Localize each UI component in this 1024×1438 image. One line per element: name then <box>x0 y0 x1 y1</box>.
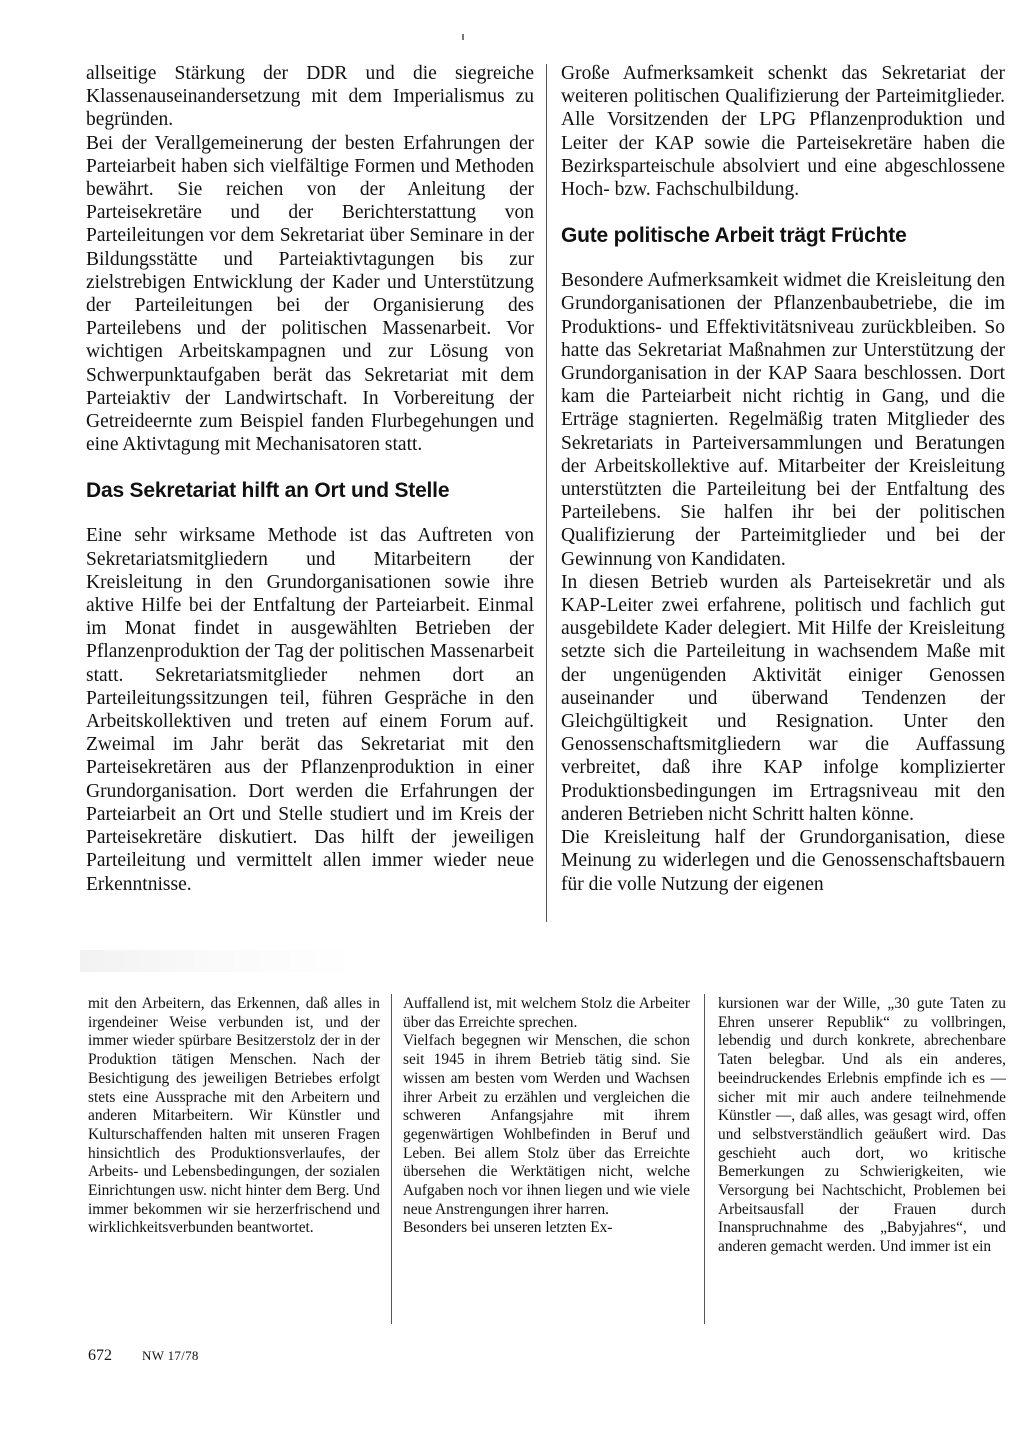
page-number: 672 <box>88 1347 112 1364</box>
paragraph: Vielfach begegnen wir Menschen, die schon seit 1945 in ihrem Betrieb tätig sind. Sie wissen am besten vom Werden und Wachsen ihrer Arbeit zu erzählen und vergleichen die schweren Anfangsjahre mit ihrem gegenwärtigen Wohlbefinden in Beruf und Leben. Bei allem Stolz über das Erreichte übersehen die Werktätigen nicht, welche Aufgaben noch vor ihnen liegen und wie viele neue Anstrengungen ihrer harren. <box>403 1032 690 1218</box>
column-divider <box>391 994 392 1324</box>
paragraph: Besonders bei unseren letzten Ex- <box>403 1219 613 1237</box>
paragraph: Bei der Verallgemeinerung der besten Erfahrungen der Parteiarbeit haben sich vielfältige Formen und Methoden bewährt. Sie reichen von der Anleitung der Parteisekretäre und der Berichterstattung von Parteileitungen vor dem Sekretariat über Seminare in der Bildungsstätte und Parteiaktivtagungen bis zur zielstrebigen Entwicklung der Kader und Unterstützung der Parteileitungen bei der Organisierung des Parteilebens und der politischen Massenarbeit. Vor wichtigen Arbeitskampagnen und zur Lösung von Schwerpunktaufgaben berät das Sekretariat mit dem Parteiaktiv der Landwirtschaft. In Vorbereitung der Getreideernte zum Beispiel fanden Flurbegehungen und eine Aktivtagung mit Mechanisatoren statt. <box>86 132 534 456</box>
bottom-column-1 <box>88 995 380 1238</box>
issue-reference: NW 17/78 <box>142 1348 199 1363</box>
bottom-column-3 <box>718 995 1006 1257</box>
paragraph: In diesen Betrieb wurden als Parteisekretär und als KAP-Leiter zwei erfahrene, politisch und fachlich gut ausgebildete Kader delegiert. Mit Hilfe der Kreisleitung setzte sich die Parteileitung in wachsendem Maße mit der ungenügenden Aktivität einiger Genossen auseinander und überwand Tendenzen der Gleichgültigkeit und Resignation. Unter den Genossenschaftsmitgliedern war die Auffassung verbreitet, daß ihre KAP infolge komplizierter Produktionsbedingungen im Ertragsniveau mit den anderen Betrieben nicht Schritt halten könne. <box>561 571 1005 825</box>
paragraph: Eine sehr wirksame Methode ist das Auftreten von Sekretariatsmitgliedern und Mitarbeitern der Kreisleitung in den Grundorganisationen sowie ihre aktive Hilfe bei der Entfaltung der Parteiarbeit. Einmal im Monat findet in ausgewählten Betrieben der Pflanzenproduktion der Tag der politischen Massenarbeit statt. Sekretariatsmitglieder nehmen dort an Parteileitungssitzungen teil, führen Gespräche in den Arbeitskollektiven und treten auf einem Forum auf. Zweimal im Jahr berät das Sekretariat mit den Parteisekretären aus der Pflanzenproduktion in einer Grundorganisation. Dort werden die Erfahrungen der Parteiarbeit an Ort und Stelle studiert und im Kreis der Parteisekretäre diskutiert. Das hilft der jeweiligen Parteileitung und vermittelt allen immer wieder neue Erkenntnisse. <box>86 525 534 895</box>
bottom-column-2 <box>403 995 690 1238</box>
faded-bleed-through-text <box>80 950 360 972</box>
section-heading-sekretariat: Das Sekretariat hilft an Ort und Stelle <box>86 479 450 503</box>
section-heading-gute-arbeit: Gute politische Arbeit trägt Früchte <box>561 224 907 248</box>
paragraph: Große Aufmerksamkeit schenkt das Sekretariat der weiteren politischen Qualifizierung der Parteimitglieder. Alle Vorsitzenden der LPG Pflanzenproduktion und Leiter der KAP sowie die Parteisekretäre haben die Bezirksparteischule absolviert und eine abgeschlossene Hoch- bzw. Fachschulbildung. <box>561 63 1005 201</box>
paragraph: mit den Arbeitern, das Erkennen, daß alles in irgendeiner Weise verbunden ist, und der immer wieder spürbare Besitzerstolz der in der Produktion tätigen Menschen. Nach der Besichtigung des jeweiligen Betriebes erfolgt stets eine Aussprache mit den Arbeitern und anderen Mitarbeitern. Wir Künstler und Kulturschaffenden halten mit unseren Fragen hinsichtlich des Produktionsverlaufes, der Arbeits- und Lebensbedingungen, der sozialen Einrichtungen usw. nicht hinter dem Berg. Und immer bekommen wir sie herzerfrischend und wirklichkeitsverbunden beantwortet. <box>88 995 380 1237</box>
paragraph: Besondere Aufmerksamkeit widmet die Kreisleitung den Grundorganisationen der Pflanzenbaubetriebe, die im Produktions- und Effektivitätsniveau zurückbleiben. So hatte das Sekretariat Maßnahmen zur Unterstützung der Grundorganisation in der KAP Saara beschlossen. Dort kam die Parteiarbeit nicht richtig in Gang, und die Erträge stagnierten. Regelmäßig traten Mitglieder des Sekretariats in Parteiversammlungen und Beratungen der Arbeitskollektive auf. Mitarbeiter der Kreisleitung unterstützten die Parteileitung bei der Entfaltung des Parteilebens. Sie halfen ihr bei der politischen Qualifizierung der Parteimitglieder und bei der Gewinnung von Kandidaten. <box>561 270 1005 570</box>
column-divider <box>546 64 547 922</box>
scan-tick-mark <box>462 34 464 40</box>
top-right-column <box>561 62 1005 896</box>
paragraph: allseitige Stärkung der DDR und die siegreiche Klassenauseinandersetzung mit dem Imperialismus zu begründen. <box>86 63 534 131</box>
paragraph: Auffallend ist, mit welchem Stolz die Arbeiter über das Erreichte sprechen. <box>403 995 690 1031</box>
paragraph: Die Kreisleitung half der Grundorganisation, diese Meinung zu widerlegen und die Genossenschaftsbauern für die volle Nutzung der eigenen <box>561 827 1005 895</box>
paragraph: kursionen war der Wille, „30 gute Taten zu Ehren unserer Republik“ zu vollbringen, lebendig und durch konkrete, abrechenbare Taten belegbar. Und als ein anderes, beeindruckendes Erlebnis empfinde ich es — sicher mit mir auch andere teilnehmende Künstler —, daß alles, was gesagt wird, offen und selbstverständlich geäußert wird. Das geschieht auch dort, wo kritische Bemerkungen zu Schwierigkeiten, wie Versorgung bei Nachtschicht, Problemen bei Arbeitsausfall der Frauen durch Inanspruchnahme des „Babyjahres“, und anderen gemacht werden. Und immer ist ein <box>718 995 1006 1256</box>
top-left-column <box>86 62 534 896</box>
column-divider <box>704 994 705 1324</box>
